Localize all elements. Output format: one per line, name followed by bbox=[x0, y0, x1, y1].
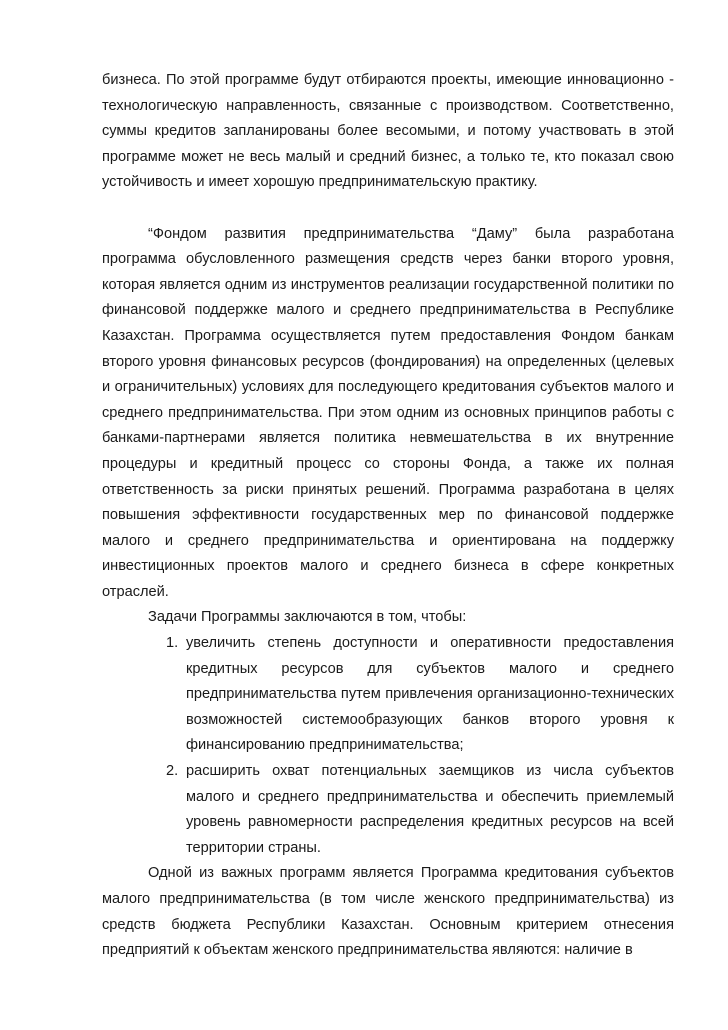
list-item-number: 2. bbox=[166, 763, 179, 780]
paragraph-women-entrepreneurship: Одной из важных программ является Программа кредитования субъектов малого предпринимательства (в том числе женского предпринимательства) из средств бюджета Республики Казахстан. Основным критерием отнесения предприятий к объектам женского предпринимательства являются: наличие в bbox=[102, 865, 674, 959]
document-body bbox=[102, 68, 674, 964]
list-item-text: расширить охват потенциальных заемщиков из числа субъектов малого и среднего предпринимательства и обеспечить приемлемый уровень равномерности распределения кредитных ресурсов на всей территории страны. bbox=[186, 763, 674, 856]
list-item bbox=[102, 759, 674, 861]
list-item-text: увеличить степень доступности и оперативности предоставления кредитных ресурсов для субъектов малого и среднего предпринимательства путем привлечения организационно-технических возможностей системообразующих банков второго уровня к финансированию предпринимательства; bbox=[186, 635, 674, 754]
task-list bbox=[102, 631, 674, 861]
list-item-number: 1. bbox=[166, 635, 179, 652]
paragraph-damu-program: “Фондом развития предпринимательства “Даму” была разработана программа обусловленного размещения средств через банки второго уровня, которая является одним из инструментов реализации государственной политики по финансовой поддержке малого и среднего предпринимательства в Республике Казахстан. Программа осуществляется путем предоставления Фондом банкам второго уровня финансовых ресурсов (фондирования) на определенных (целевых и ограничительных) условиях для последующего кредитования субъектов малого и среднего предпринимательства. При этом одним из основных принципов работы с банками-партнерами является политика невмешательства в их внутренние процедуры и кредитный процесс со стороны Фонда, а также их полная ответственность за риски принятых решений. Программа разработана в целях повышения эффективности государственных мер по финансовой поддержке малого и среднего предпринимательства и ориентирована на поддержку инвестиционных проектов малого и среднего бизнеса в сфере конкретных отраслей. bbox=[102, 225, 674, 600]
list-item bbox=[102, 631, 674, 759]
paragraph-spacer bbox=[102, 196, 674, 222]
paragraph-business-selection: бизнеса. По этой программе будут отбираются проекты, имеющие инновационно - технологическую направленность, связанные с производством. Соответственно, суммы кредитов запланированы более весомыми, и потому участвовать в этой программе может не весь малый и средний бизнес, а только те, кто показал свою устойчивость и имеет хорошую предпринимательскую практику. bbox=[102, 72, 674, 191]
tasks-intro: Задачи Программы заключаются в том, чтобы: bbox=[148, 609, 467, 626]
